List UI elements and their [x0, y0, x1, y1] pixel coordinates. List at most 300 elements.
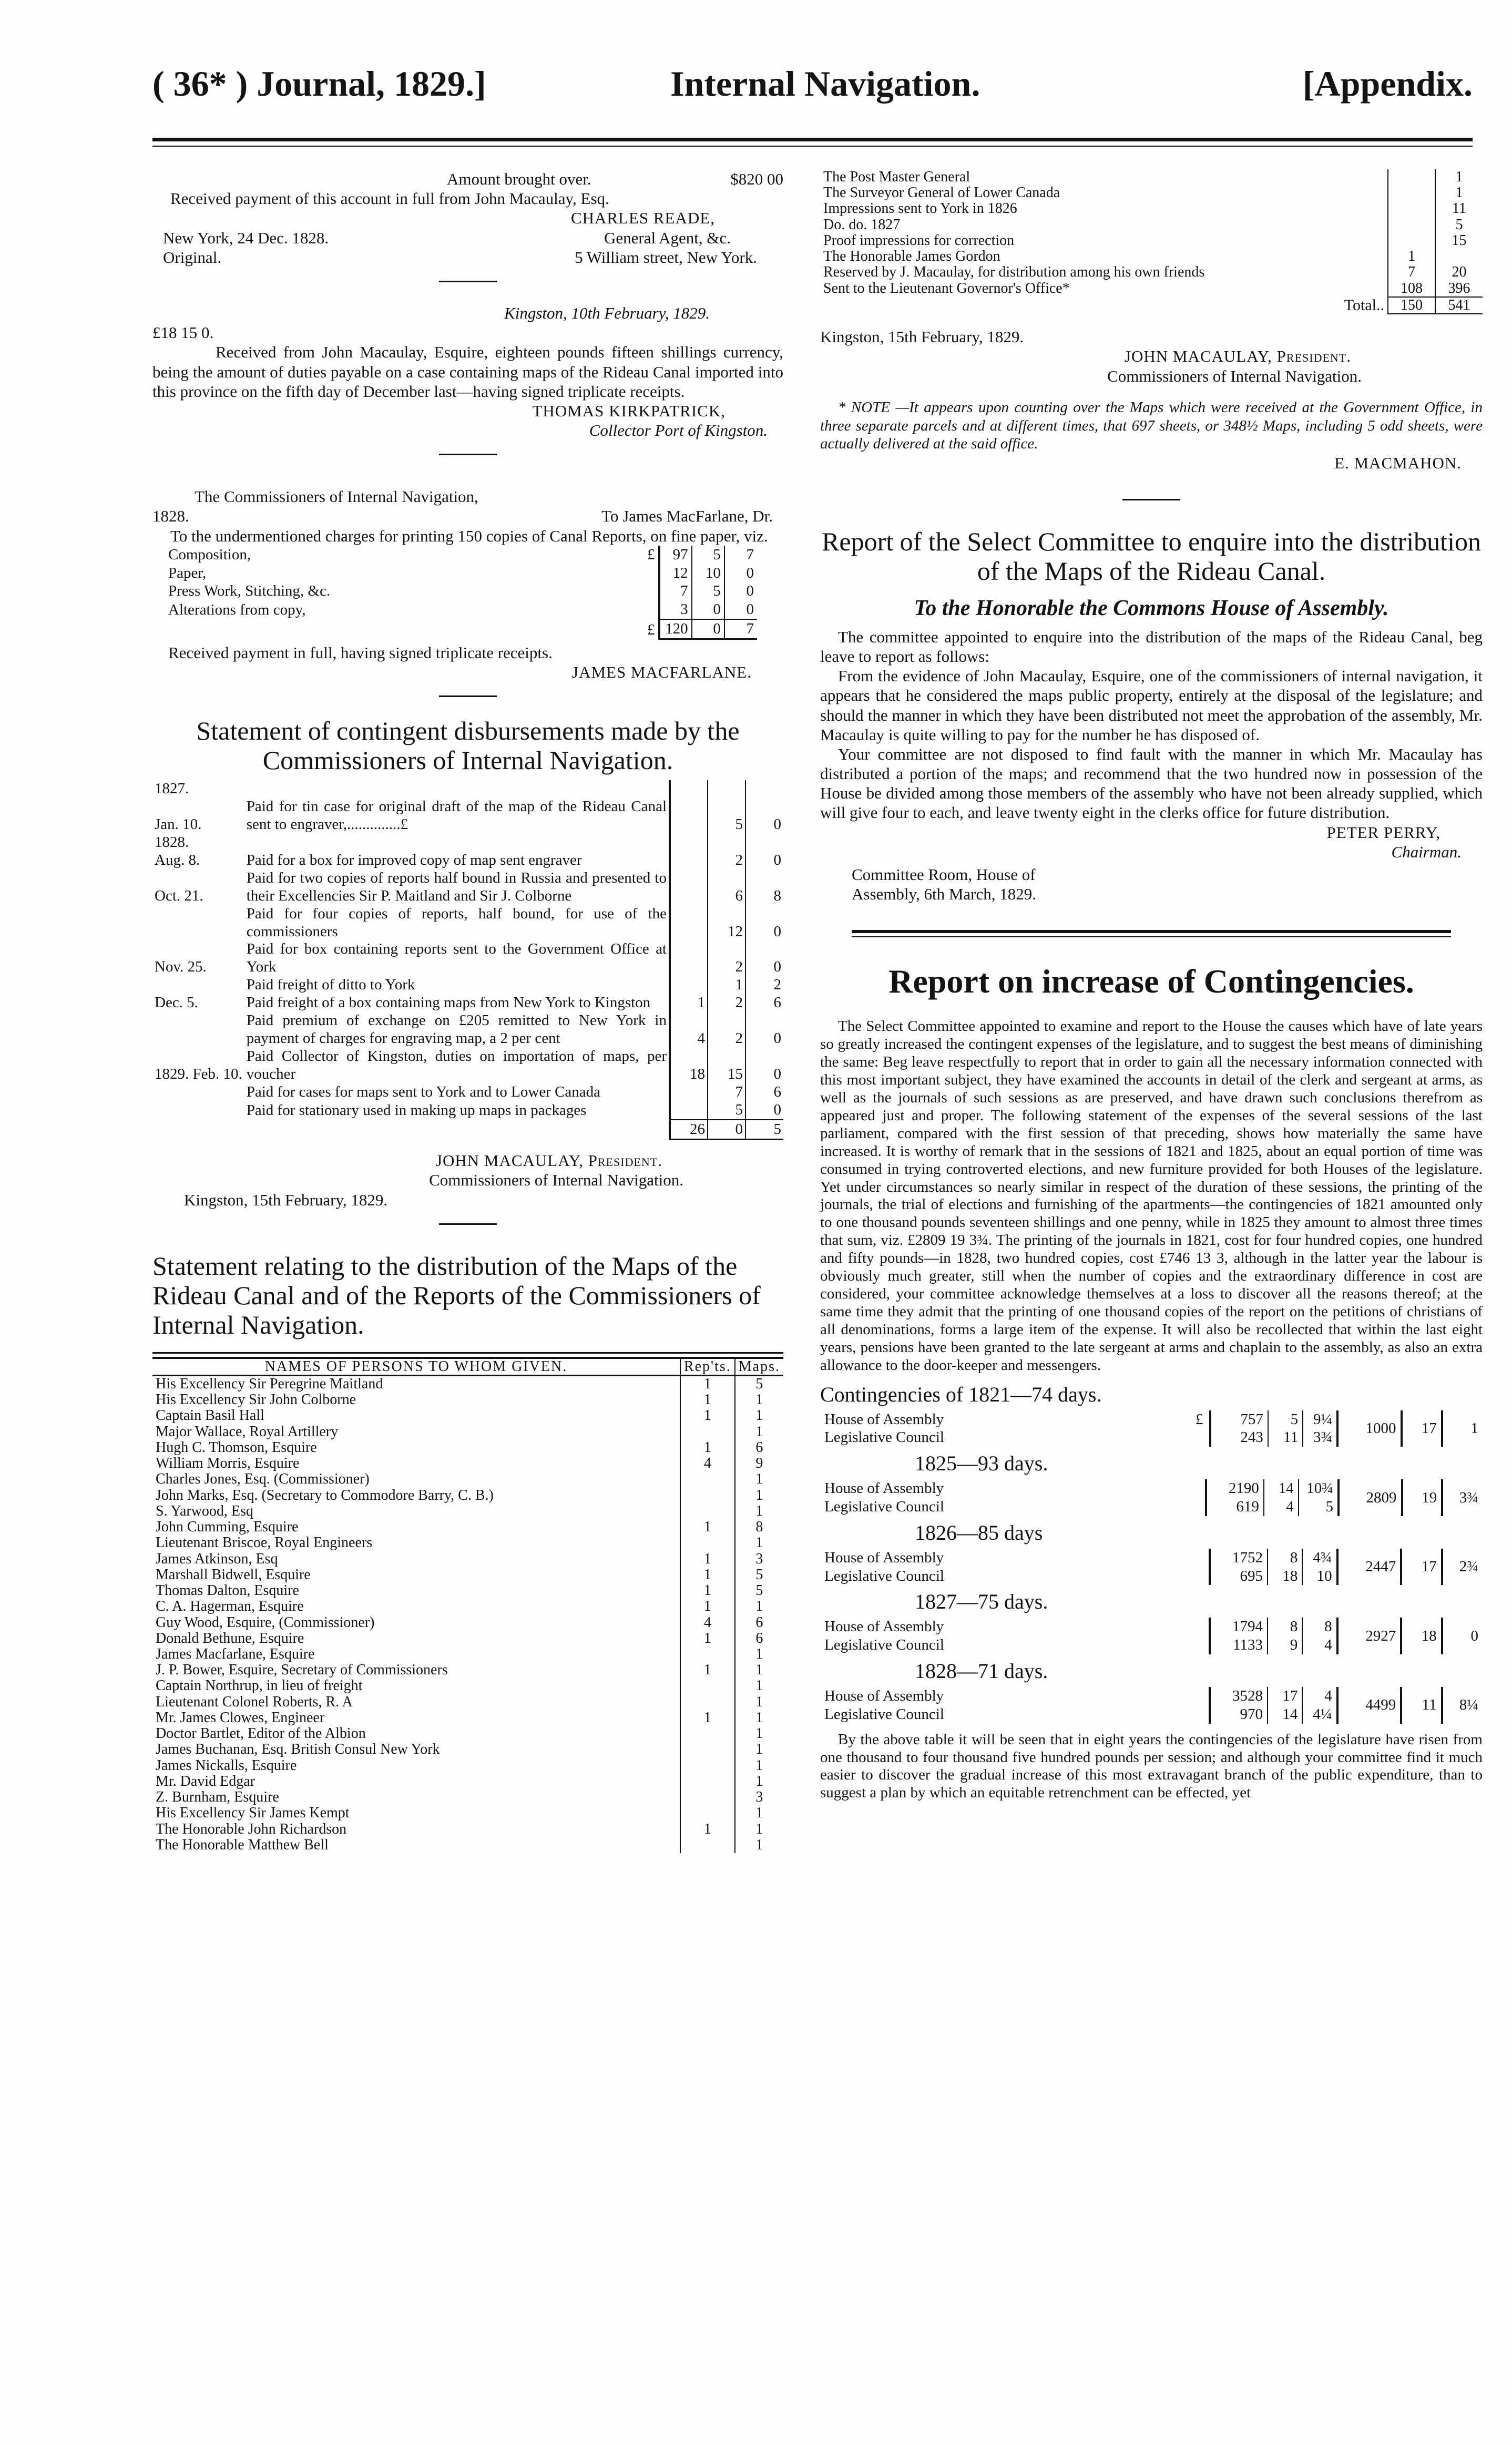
reports-count: 1	[680, 1631, 735, 1646]
distribution-row	[820, 264, 1483, 280]
dist-note: * NOTE —It appears upon counting over the Maps which were received at the Government Office, in three separate parcels and at different times, that 697 sheets, or 348½ Maps, including 5 odd sheets, were actually delivered at the said office.	[820, 398, 1483, 453]
reports-count	[680, 1424, 735, 1440]
select-p1: The committee appointed to enquire into the distribution of the maps of the Rideau Canal, beg leave to report as follows:	[820, 627, 1483, 666]
dist-dateline: Kingston, 15th February, 1829.	[820, 328, 1024, 346]
maps-count: 1	[735, 1805, 783, 1821]
recipient-name: Marshall Bidwell, Esquire	[156, 1567, 311, 1583]
distribution-row	[152, 1583, 783, 1599]
maps-count: 1	[735, 1678, 783, 1694]
kirkpatrick-receipt	[152, 303, 783, 440]
ledger-total-d: 5	[745, 1120, 783, 1140]
year-total-ts: 17	[1402, 1410, 1442, 1447]
reports-count	[1388, 201, 1435, 217]
reports-count	[680, 1694, 735, 1710]
ledger-date: Jan. 10.	[155, 816, 202, 833]
maps-count: 15	[1435, 233, 1483, 249]
ledger-item: Paid premium of exchange on £205 remitted to New York in payment of charges for engraving map, a 2 per cent	[246, 1012, 667, 1047]
kirk-amount: £18 15 0.	[152, 323, 214, 342]
ledger-date	[152, 1012, 244, 1048]
recipient-name: Hugh C. Thomson, Esquire	[156, 1439, 317, 1456]
ledger-total-s: 0	[708, 1120, 745, 1140]
running-head-title: Internal Navigation.	[670, 64, 980, 104]
distribution-row	[152, 1646, 783, 1662]
ledger-item: Paid Collector of Kingston, duties on importation of maps, per voucher	[246, 1048, 667, 1082]
reports-count	[1388, 217, 1435, 233]
ledger-pence: 8	[745, 869, 783, 905]
dist-signer: JOHN MACAULAY, President.	[1124, 347, 1351, 366]
dist-head-reps: Rep'ts.	[680, 1358, 735, 1376]
maps-count: 1	[735, 1710, 783, 1726]
select-p2: From the evidence of John Macaulay, Esquire, one of the commissioners of internal navigation, it appears that he considered the maps public property, entirely at the disposal of the legislature; and should the manner in which they have been distributed not meet the approbation of the assembly, Mr. Macaulay is quite willing to pay for the number he has disposed of.	[820, 667, 1483, 744]
pence: 10	[1302, 1567, 1337, 1585]
reports-count	[680, 1471, 735, 1487]
ledger-item: Paid freight of a box containing maps from New York to Kingston	[246, 994, 651, 1011]
divider	[439, 695, 497, 697]
distribution-table-part2	[820, 169, 1483, 314]
recipient-name: John Marks, Esq. (Secretary to Commodore Barry, C. B.)	[156, 1487, 494, 1503]
ledger-item: Paid for cases for maps sent to York and to Lower Canada	[246, 1083, 601, 1100]
contingent-signer: JOHN MACAULAY, President.	[435, 1151, 662, 1170]
ledger-row	[152, 798, 783, 834]
running-head-left: ( 36* ) Journal, 1829.]	[152, 64, 486, 104]
reports-count: 1	[680, 1375, 735, 1392]
distribution-row	[152, 1822, 783, 1837]
ledger-shillings: 5	[708, 798, 745, 834]
ledger-pence: 0	[745, 852, 783, 869]
pence: 5	[1299, 1498, 1339, 1516]
charge-row	[152, 582, 757, 600]
year-heading: 1827—75 days.	[915, 1590, 1048, 1614]
maps-count: 1	[735, 1726, 783, 1742]
charge-shillings: 0	[692, 600, 724, 619]
maps-count: 396	[1435, 281, 1483, 297]
year-heading: 1825—93 days.	[915, 1451, 1048, 1476]
year-total-ts: 18	[1401, 1618, 1442, 1654]
pence: 3¾	[1303, 1428, 1337, 1447]
charge-shillings: 10	[692, 564, 724, 582]
reports-count	[680, 1535, 735, 1551]
ledger-pounds	[670, 780, 708, 798]
house-label: Legislative Council	[824, 1567, 944, 1584]
ledger-pounds	[670, 905, 708, 941]
charge-label: Paper,	[168, 564, 207, 581]
charge-pound-sign	[642, 600, 659, 619]
year-total-td: 1	[1442, 1410, 1483, 1447]
reports-count	[1388, 185, 1435, 201]
ledger-date: 1827.	[155, 780, 189, 797]
distribution-row	[152, 1392, 783, 1408]
charge-shillings: 5	[692, 546, 724, 564]
distribution-row	[152, 1599, 783, 1614]
distribution-row	[820, 217, 1483, 233]
year-row	[820, 1687, 1483, 1705]
ledger-shillings: 2	[708, 1012, 745, 1048]
charge-row	[152, 600, 757, 619]
charge-row	[152, 564, 757, 582]
year-table	[820, 1618, 1483, 1654]
recipient-name: Captain Northrup, in lieu of freight	[156, 1678, 363, 1694]
reports-count: 1	[680, 1567, 735, 1583]
dist-head-name: NAMES OF PERSONS TO WHOM GIVEN.	[152, 1358, 680, 1376]
distribution-row	[152, 1758, 783, 1774]
ledger-date: 1829. Feb. 10.	[155, 1065, 242, 1082]
recipient-name: S. Yarwood, Esq	[156, 1503, 253, 1519]
recipient-name: Sent to the Lieutenant Governor's Office*	[823, 280, 1070, 297]
brought-over-label: Amount brought over.	[447, 170, 591, 188]
pounds: 619	[1206, 1498, 1264, 1516]
distribution-row	[152, 1488, 783, 1503]
maps-count: 1	[735, 1488, 783, 1503]
brought-over-value: $820 00	[730, 170, 783, 188]
charge-pounds: 7	[659, 582, 692, 600]
ledger-pence: 0	[745, 1012, 783, 1048]
shillings: 14	[1264, 1479, 1299, 1498]
house-label: House of Assembly	[824, 1687, 944, 1705]
ledger-total-row	[152, 1120, 783, 1140]
ledger-total-l: 26	[670, 1120, 708, 1140]
contingent-title: Statement of contingent disbursements made by the Commissioners of Internal Navigation.	[196, 716, 740, 775]
ledger-shillings: 2	[708, 940, 745, 976]
reports-count	[680, 1837, 735, 1853]
pence: 4	[1302, 1687, 1337, 1705]
charge-pound-sign	[642, 582, 659, 600]
distribution-row	[152, 1662, 783, 1678]
distribution-row	[152, 1519, 783, 1535]
ledger-item: Paid for four copies of reports, half bound, for use of the commissioners	[246, 905, 667, 940]
maps-count: 5	[735, 1375, 783, 1392]
receipt-signer: CHARLES READE,	[570, 209, 715, 228]
ledger-item: Paid for box containing reports sent to the Government Office at York	[246, 940, 667, 976]
reports-count: 4	[680, 1615, 735, 1631]
kirk-text: Received from John Macaulay, Esquire, eighteen pounds fifteen shillings currency, being the amount of duties payable on a case containing maps of the Rideau Canal imported into this province on the fifth day of December last—having signed triplicate receipts.	[152, 343, 783, 401]
ledger-row	[152, 994, 783, 1012]
house-label: House of Assembly	[824, 1480, 944, 1497]
reports-count	[1388, 169, 1435, 185]
recipient-name: Doctor Bartlet, Editor of the Albion	[156, 1726, 366, 1742]
spacer	[152, 1120, 244, 1140]
pence: 9¼	[1303, 1410, 1337, 1429]
charge-label: Press Work, Stitching, &c.	[168, 582, 331, 600]
maps-count: 1	[735, 1503, 783, 1519]
charge-row	[152, 546, 757, 564]
pounds: 695	[1210, 1567, 1268, 1585]
maps-count: 1	[735, 1599, 783, 1614]
maps-count: 1	[735, 1758, 783, 1774]
ledger-pence	[745, 834, 783, 852]
maps-count	[1435, 249, 1483, 264]
recipient-name: James Nickalls, Esquire	[156, 1757, 297, 1774]
ledger-shillings	[708, 780, 745, 798]
reports-count	[680, 1805, 735, 1821]
receipt-text: Received payment of this account in full from John Macaulay, Esq.	[170, 189, 609, 208]
charge-pound-sign: £	[647, 546, 655, 563]
pounds: 970	[1210, 1705, 1268, 1724]
charge-pounds: 12	[659, 564, 692, 582]
maps-count: 1	[735, 1822, 783, 1837]
house-label: Legislative Council	[824, 1498, 944, 1516]
reports-count	[680, 1678, 735, 1694]
recipient-name: Captain Basil Hall	[156, 1408, 264, 1424]
ledger-shillings: 2	[708, 994, 745, 1012]
shillings: 18	[1268, 1567, 1302, 1585]
ledger-row	[152, 1012, 783, 1048]
shillings: 5	[1268, 1410, 1303, 1429]
pence: 10¾	[1299, 1479, 1339, 1498]
distribution-top-rule	[152, 1352, 783, 1354]
contingencies-report	[820, 961, 1483, 1802]
select-role: Chairman.	[1391, 842, 1462, 861]
recipient-name: The Post Master General	[823, 169, 970, 185]
reports-count	[680, 1488, 735, 1503]
recipient-name: Lieutenant Briscoe, Royal Engineers	[156, 1535, 373, 1551]
mf-to: The Commissioners of Internal Navigation,	[195, 487, 478, 506]
maps-count: 1	[1435, 185, 1483, 201]
ledger-pounds	[670, 798, 708, 834]
reports-count: 1	[680, 1710, 735, 1726]
distribution-table-part1	[152, 1357, 783, 1853]
ledger-date	[152, 976, 244, 994]
ledger-date	[152, 1083, 244, 1101]
distribution-row	[152, 1774, 783, 1789]
recipient-name: C. A. Hagerman, Esquire	[156, 1599, 304, 1615]
reports-count: 1	[680, 1392, 735, 1408]
reports-count	[680, 1774, 735, 1789]
contingent-statement	[152, 716, 783, 1210]
year-total-td: 2¾	[1442, 1549, 1483, 1585]
kirk-dateline: Kingston, 10th February, 1829.	[504, 303, 710, 322]
charge-label: Composition,	[168, 546, 251, 563]
year-heading: Contingencies of 1821—74 days.	[820, 1382, 1102, 1406]
charge-pence: 0	[724, 564, 757, 582]
charge-pounds: 97	[659, 546, 692, 564]
divider	[439, 1223, 497, 1225]
recipient-name: The Honorable John Richardson	[156, 1821, 347, 1837]
house-label: House of Assembly	[824, 1410, 944, 1428]
recipient-name: Reserved by J. Macaulay, for distribution among his own friends	[823, 264, 1205, 281]
kirk-title: Collector Port of Kingston.	[589, 421, 768, 440]
select-p3: Your committee are not disposed to find fault with the manner in which Mr. Macaulay has distributed a portion of the maps; and recommend that the two hundred now in possession of the House be divided among those members of the assembly who have not been already supplied, which will give four to each, and leave twenty eight in the clerks office for future distribution.	[820, 744, 1483, 822]
ledger-pence: 0	[745, 1048, 783, 1083]
charge-total-s: 0	[692, 619, 724, 639]
macfarlane-account	[152, 487, 783, 682]
distribution-row	[820, 281, 1483, 297]
ledger-pence: 6	[745, 994, 783, 1012]
recipient-name: The Surveyor General of Lower Canada	[823, 185, 1060, 201]
recipient-name: Z. Burnham, Esquire	[156, 1789, 279, 1806]
maps-count: 1	[735, 1392, 783, 1408]
house-label: House of Assembly	[824, 1618, 944, 1635]
year-total-tl: 2809	[1339, 1479, 1402, 1516]
distribution-row	[152, 1678, 783, 1694]
recipient-name: His Excellency Sir John Colborne	[156, 1392, 356, 1408]
section-bar	[852, 930, 1451, 933]
ledger-date	[152, 1101, 244, 1120]
distribution-row	[152, 1631, 783, 1646]
pence: 4¼	[1302, 1705, 1337, 1724]
recipient-name: The Honorable James Gordon	[823, 249, 1000, 265]
recipient-name: His Excellency Sir James Kempt	[156, 1805, 350, 1822]
dist-total-reps: 150	[1388, 297, 1435, 314]
ledger-pence: 0	[745, 798, 783, 834]
ledger-shillings: 12	[708, 905, 745, 941]
select-signer: PETER PERRY,	[1326, 823, 1441, 842]
recipient-name: Mr. James Clowes, Engineer	[156, 1710, 325, 1726]
mf-received: Received payment in full, having signed triplicate receipts.	[168, 643, 553, 662]
recipient-name: Lieutenant Colonel Roberts, R. A	[156, 1694, 353, 1710]
reports-count	[1388, 233, 1435, 249]
maps-count: 5	[1435, 217, 1483, 233]
ledger-shillings: 5	[708, 1101, 745, 1120]
ledger-pounds	[670, 834, 708, 852]
pound-sign	[1189, 1479, 1206, 1498]
maps-count: 1	[735, 1424, 783, 1440]
ledger-date: Nov. 25.	[155, 958, 207, 976]
year-row	[820, 1410, 1483, 1429]
maps-count: 1	[735, 1535, 783, 1551]
mf-year: 1828.	[152, 507, 189, 526]
year-total-tl: 2447	[1337, 1549, 1402, 1585]
shillings: 8	[1268, 1549, 1302, 1567]
distribution-row	[820, 249, 1483, 264]
reports-count: 1	[680, 1583, 735, 1599]
ledger-pounds: 1	[670, 994, 708, 1012]
ledger-date: Dec. 5.	[155, 994, 198, 1011]
reports-count: 1	[680, 1599, 735, 1614]
contingencies-body: The Select Committee appointed to examine and report to the House the causes which have of late years so greatly increased the contingent expenses of the legislature, and to suggest the best means of diminishing the same: Beg leave respectfully to report that in order to gain all the necessary information connected with this most important subject, they have examined the accounts in detail of the clerk and sergeant at arms, as well as the journals of such sessions as are preserved, and have drawn such conclusions therefrom as appeared just and proper. The following statement of the expenses of the several sessions of the last parliament, compared with the first session of that preceding, shows how materially the same have increased. It is worthy of remark that in the sessions of 1821 and 1825, about an equal portion of time was consumed in trying controverted elections, and new furniture provided for both Houses of the legislature. Yet under circumstances so nearly similar in respect of the duration of these sessions, the printing of the journals, the trial of elections and furnishing of the apartments—the contingencies of 1821 amounted only to one thousand pounds seventeen shillings and one penny, while in 1825 they amount to almost three times that sum, viz. £2809 19 3¾. The printing of the journals in 1821, cost for four hundred copies, one hundred and fifty pounds—in 1828, two hundred copies, cost £746 13 3, although in the latter year the labour is obviously much greater, still when the number of copies and the extraordinary difference in cost are considered, your committee acknowledge themselves at a loss to discover all the reasons thereof; at the same time they admit that the printing of one thousand copies of the report on the petitions of christians of all denominations, forms a large item of the expense. It will also be recollected that within the last eight years, pensions have been granted to the late sergeant at arms and chaplain to the assembly, as also an extra allowance to the door-keeper and messengers.	[820, 1018, 1483, 1374]
charge-pence: 7	[724, 546, 757, 564]
charge-total-l: 120	[659, 619, 692, 639]
maps-count: 1	[735, 1742, 783, 1757]
ledger-shillings: 6	[708, 869, 745, 905]
total-pound-sign: £	[647, 621, 655, 638]
maps-count: 8	[735, 1519, 783, 1535]
ledger-shillings: 15	[708, 1048, 745, 1083]
shillings: 4	[1264, 1498, 1299, 1516]
macaulay-receipt	[152, 169, 783, 267]
ledger-item	[244, 834, 670, 852]
maps-count: 6	[735, 1440, 783, 1456]
house-label: Legislative Council	[824, 1705, 944, 1723]
recipient-name: James Buchanan, Esq. British Consul New York	[156, 1742, 440, 1758]
dist-note-signer: E. MACMAHON.	[1334, 454, 1462, 473]
page-header	[152, 63, 1473, 121]
receipt-place: New York, 24 Dec. 1828.	[163, 228, 329, 247]
shillings: 8	[1268, 1618, 1302, 1636]
year-table	[820, 1479, 1483, 1516]
pence: 4	[1302, 1636, 1337, 1654]
reports-count	[680, 1758, 735, 1774]
maps-count: 1	[735, 1471, 783, 1487]
pounds: 1752	[1210, 1549, 1268, 1567]
reports-count: 4	[680, 1456, 735, 1471]
maps-count: 9	[735, 1456, 783, 1471]
ledger-row	[152, 1083, 783, 1101]
reports-count	[680, 1726, 735, 1742]
pound-sign	[1189, 1498, 1206, 1516]
maps-count: 1	[735, 1646, 783, 1662]
section-bar-thin	[852, 936, 1451, 937]
recipient-name: His Excellency Sir Peregrine Maitland	[156, 1375, 383, 1392]
reports-count: 7	[1388, 264, 1435, 280]
recipient-name: John Cumming, Esquire	[156, 1519, 299, 1536]
pence: 4¾	[1302, 1549, 1337, 1567]
ledger-pounds: 4	[670, 1012, 708, 1048]
ledger-row	[152, 834, 783, 852]
recipient-name: Charles Jones, Esq. (Commissioner)	[156, 1471, 370, 1488]
left-column	[152, 169, 783, 1853]
maps-count: 3	[735, 1789, 783, 1805]
ledger-row	[152, 1048, 783, 1083]
distribution-row	[820, 185, 1483, 201]
house-label: Legislative Council	[824, 1636, 944, 1654]
ledger-row	[152, 905, 783, 941]
reports-count	[680, 1742, 735, 1757]
pound-sign	[1192, 1618, 1209, 1636]
distribution-row	[152, 1456, 783, 1471]
ledger-row	[152, 976, 783, 994]
ledger-date	[152, 905, 244, 941]
maps-count: 6	[735, 1631, 783, 1646]
year-row	[820, 1618, 1483, 1636]
pounds: 1794	[1210, 1618, 1268, 1636]
distribution-row	[152, 1742, 783, 1757]
distribution-row	[820, 201, 1483, 217]
ledger-pounds	[670, 940, 708, 976]
pound-sign	[1192, 1549, 1209, 1567]
ledger-shillings: 2	[708, 852, 745, 869]
ledger-pence	[745, 780, 783, 798]
spacer	[244, 1120, 670, 1140]
maps-count: 1	[735, 1694, 783, 1710]
dist-total-maps: 541	[1435, 297, 1483, 314]
distribution-row	[152, 1726, 783, 1742]
distribution-row	[152, 1551, 783, 1567]
divider	[439, 454, 497, 455]
ledger-pence: 6	[745, 1083, 783, 1101]
ledger-row	[152, 869, 783, 905]
shillings: 17	[1268, 1687, 1302, 1705]
charge-total-d: 7	[724, 619, 757, 639]
distribution-row	[152, 1424, 783, 1440]
distribution-row	[152, 1375, 783, 1392]
maps-count: 11	[1435, 201, 1483, 217]
ledger-shillings: 7	[708, 1083, 745, 1101]
recipient-name: James Macfarlane, Esquire	[156, 1646, 315, 1662]
maps-count: 1	[735, 1837, 783, 1853]
year-total-ts: 17	[1401, 1549, 1442, 1585]
distribution-row	[152, 1471, 783, 1487]
contingencies-closing: By the above table it will be seen that in eight years the contingencies of the legislature have risen from one thousand to four thousand five hundred pounds per session; and although your committee find it much easier to discover the gradual increase of this most extravagant branch of the public expenditure, than to suggest a plan by which an equitable retrenchment can be effected, yet	[820, 1731, 1483, 1802]
spacer	[152, 619, 642, 639]
distribution-row	[152, 1408, 783, 1424]
year-total-ts: 19	[1402, 1479, 1443, 1516]
ledger-date: Aug. 8.	[155, 851, 200, 868]
ledger-item: Paid for tin case for original draft of the map of the Rideau Canal sent to engraver,..............£	[246, 798, 667, 833]
maps-count: 5	[735, 1583, 783, 1599]
ledger-row	[152, 1101, 783, 1120]
pound-sign	[1192, 1567, 1209, 1585]
distribution-row	[152, 1503, 783, 1519]
pounds: 1133	[1210, 1636, 1268, 1654]
distribution-row	[820, 233, 1483, 249]
distribution-row	[152, 1694, 783, 1710]
contingencies-table	[820, 1382, 1483, 1724]
ledger-row	[152, 780, 783, 798]
running-head-right: [Appendix.	[1302, 64, 1473, 104]
recipient-name: Guy Wood, Esquire, (Commissioner)	[156, 1614, 375, 1631]
pence: 8	[1302, 1618, 1337, 1636]
header-rule	[152, 138, 1473, 141]
